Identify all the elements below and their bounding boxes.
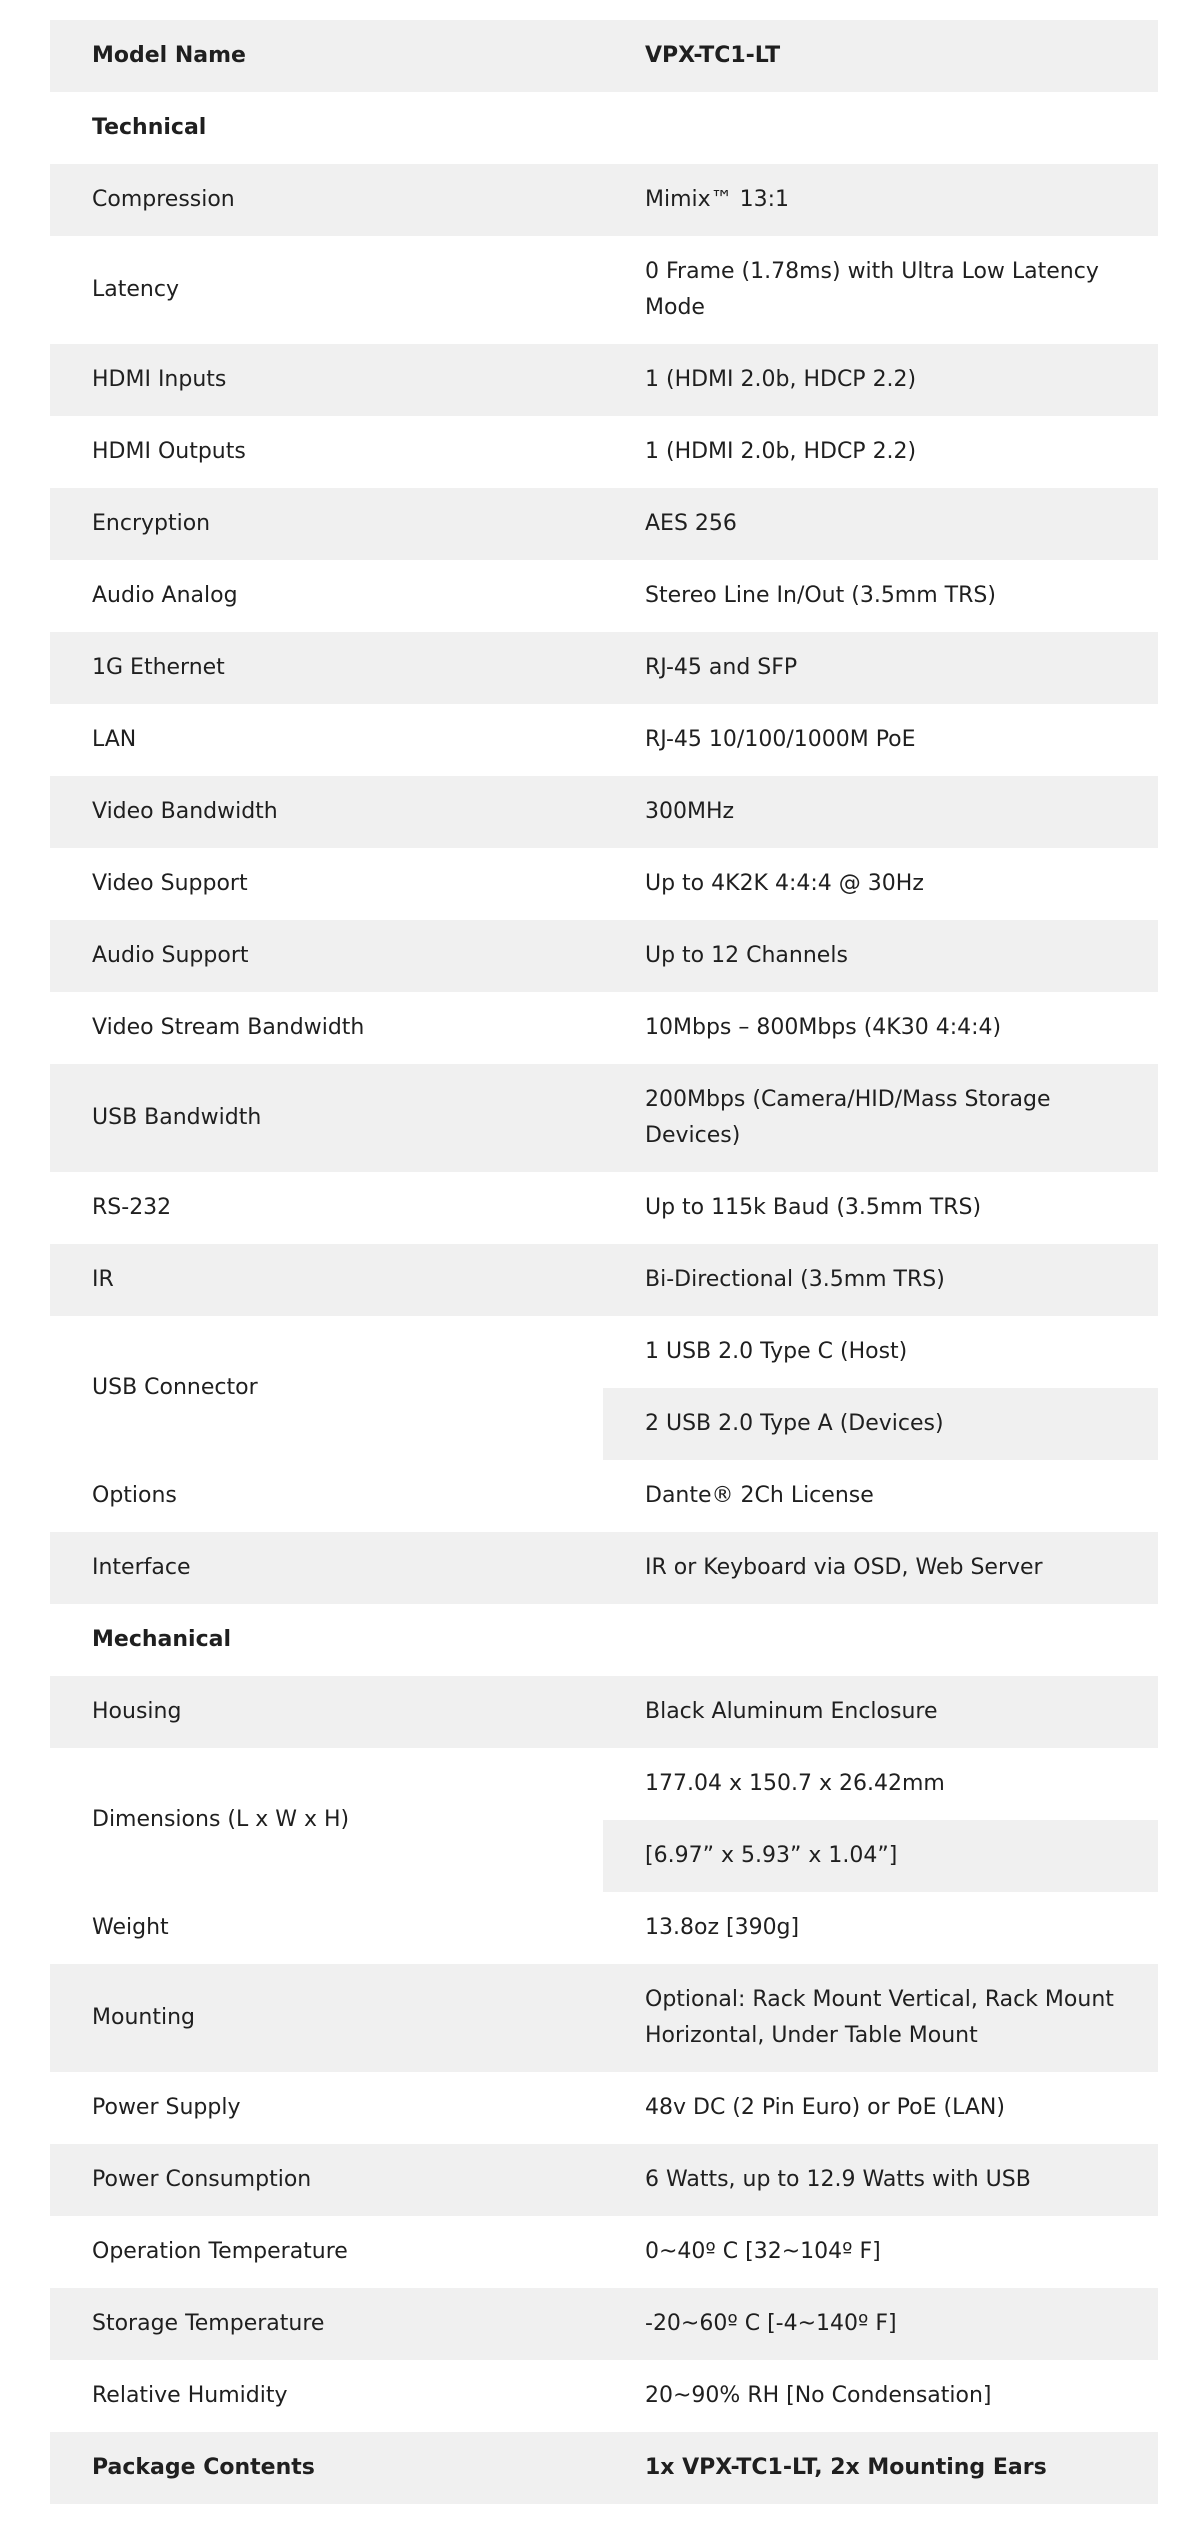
spec-value: VPX-TC1-LT xyxy=(603,20,1158,92)
spec-label: Options xyxy=(50,1460,603,1532)
spec-label: 1G Ethernet xyxy=(50,632,603,704)
spec-value: Bi-Directional (3.5mm TRS) xyxy=(603,1244,1158,1316)
spec-value: Dante® 2Ch License xyxy=(603,1460,1158,1532)
row-usb-bandwidth xyxy=(50,1064,1158,1172)
spec-label: Dimensions (L x W x H) xyxy=(50,1748,603,1892)
spec-label: Video Support xyxy=(50,848,603,920)
spec-value: 200Mbps (Camera/HID/Mass Storage Devices) xyxy=(603,1064,1158,1172)
row-package-contents xyxy=(50,2432,1158,2504)
spec-label: Encryption xyxy=(50,488,603,560)
section-technical xyxy=(50,92,1158,164)
spec-value: 1 (HDMI 2.0b, HDCP 2.2) xyxy=(603,416,1158,488)
section-heading: Technical xyxy=(50,92,1158,164)
spec-value: 10Mbps – 800Mbps (4K30 4:4:4) xyxy=(603,992,1158,1064)
spec-label: Relative Humidity xyxy=(50,2360,603,2432)
spec-value: Black Aluminum Enclosure xyxy=(603,1676,1158,1748)
spec-value: 48v DC (2 Pin Euro) or PoE (LAN) xyxy=(603,2072,1158,2144)
row-hdmi-outputs xyxy=(50,416,1158,488)
spec-table xyxy=(50,20,1158,2504)
row-hdmi-inputs xyxy=(50,344,1158,416)
spec-label: Interface xyxy=(50,1532,603,1604)
spec-label: Operation Temperature xyxy=(50,2216,603,2288)
spec-value: 13.8oz [390g] xyxy=(603,1892,1158,1964)
row-power-supply xyxy=(50,2072,1158,2144)
row-power-consumption xyxy=(50,2144,1158,2216)
row-video-support xyxy=(50,848,1158,920)
spec-value: Up to 115k Baud (3.5mm TRS) xyxy=(603,1172,1158,1244)
row-audio-analog xyxy=(50,560,1158,632)
spec-value: AES 256 xyxy=(603,488,1158,560)
row-video-stream-bandwidth xyxy=(50,992,1158,1064)
spec-label: LAN xyxy=(50,704,603,776)
spec-value: 20~90% RH [No Condensation] xyxy=(603,2360,1158,2432)
spec-value: RJ-45 10/100/1000M PoE xyxy=(603,704,1158,776)
spec-value: RJ-45 and SFP xyxy=(603,632,1158,704)
spec-label: Audio Support xyxy=(50,920,603,992)
row-1g-ethernet xyxy=(50,632,1158,704)
row-latency xyxy=(50,236,1158,344)
row-storage-temperature xyxy=(50,2288,1158,2360)
spec-label: HDMI Inputs xyxy=(50,344,603,416)
spec-value: 0 Frame (1.78ms) with Ultra Low Latency Mode xyxy=(603,236,1158,344)
row-video-bandwidth xyxy=(50,776,1158,848)
spec-label: Housing xyxy=(50,1676,603,1748)
row-relative-humidity xyxy=(50,2360,1158,2432)
row-audio-support xyxy=(50,920,1158,992)
spec-value: 1 (HDMI 2.0b, HDCP 2.2) xyxy=(603,344,1158,416)
spec-value: Mimix™ 13:1 xyxy=(603,164,1158,236)
spec-value: 177.04 x 150.7 x 26.42mm xyxy=(603,1748,1158,1820)
spec-label: USB Connector xyxy=(50,1316,603,1460)
section-heading: Mechanical xyxy=(50,1604,1158,1676)
row-usb-connector xyxy=(50,1316,1158,1388)
section-mechanical xyxy=(50,1604,1158,1676)
spec-label: Power Consumption xyxy=(50,2144,603,2216)
spec-value: 1 USB 2.0 Type C (Host) xyxy=(603,1316,1158,1388)
row-interface xyxy=(50,1532,1158,1604)
row-rs-232 xyxy=(50,1172,1158,1244)
spec-value: 300MHz xyxy=(603,776,1158,848)
spec-value: Up to 12 Channels xyxy=(603,920,1158,992)
spec-value: 0~40º C [32~104º F] xyxy=(603,2216,1158,2288)
spec-label: HDMI Outputs xyxy=(50,416,603,488)
row-model-name xyxy=(50,20,1158,92)
spec-label: USB Bandwidth xyxy=(50,1064,603,1172)
spec-label: Storage Temperature xyxy=(50,2288,603,2360)
spec-label: Model Name xyxy=(50,20,603,92)
spec-value: 1x VPX-TC1-LT, 2x Mounting Ears xyxy=(603,2432,1158,2504)
spec-value: Optional: Rack Mount Vertical, Rack Mount Horizontal, Under Table Mount xyxy=(603,1964,1158,2072)
spec-label: RS-232 xyxy=(50,1172,603,1244)
spec-label: Weight xyxy=(50,1892,603,1964)
row-operation-temperature xyxy=(50,2216,1158,2288)
row-encryption xyxy=(50,488,1158,560)
spec-label: Video Bandwidth xyxy=(50,776,603,848)
spec-sheet xyxy=(50,20,1158,2504)
spec-value: [6.97” x 5.93” x 1.04”] xyxy=(603,1820,1158,1892)
spec-label: Audio Analog xyxy=(50,560,603,632)
row-lan xyxy=(50,704,1158,776)
row-housing xyxy=(50,1676,1158,1748)
spec-value: 6 Watts, up to 12.9 Watts with USB xyxy=(603,2144,1158,2216)
spec-label: Compression xyxy=(50,164,603,236)
spec-label: IR xyxy=(50,1244,603,1316)
spec-value: Up to 4K2K 4:4:4 @ 30Hz xyxy=(603,848,1158,920)
spec-label: Latency xyxy=(50,236,603,344)
spec-value: -20~60º C [-4~140º F] xyxy=(603,2288,1158,2360)
spec-label: Video Stream Bandwidth xyxy=(50,992,603,1064)
spec-value: 2 USB 2.0 Type A (Devices) xyxy=(603,1388,1158,1460)
row-weight xyxy=(50,1892,1158,1964)
row-mounting xyxy=(50,1964,1158,2072)
row-dimensions xyxy=(50,1748,1158,1820)
spec-value: Stereo Line In/Out (3.5mm TRS) xyxy=(603,560,1158,632)
row-ir xyxy=(50,1244,1158,1316)
row-options xyxy=(50,1460,1158,1532)
spec-label: Package Contents xyxy=(50,2432,603,2504)
spec-value: IR or Keyboard via OSD, Web Server xyxy=(603,1532,1158,1604)
row-compression xyxy=(50,164,1158,236)
spec-label: Mounting xyxy=(50,1964,603,2072)
spec-label: Power Supply xyxy=(50,2072,603,2144)
